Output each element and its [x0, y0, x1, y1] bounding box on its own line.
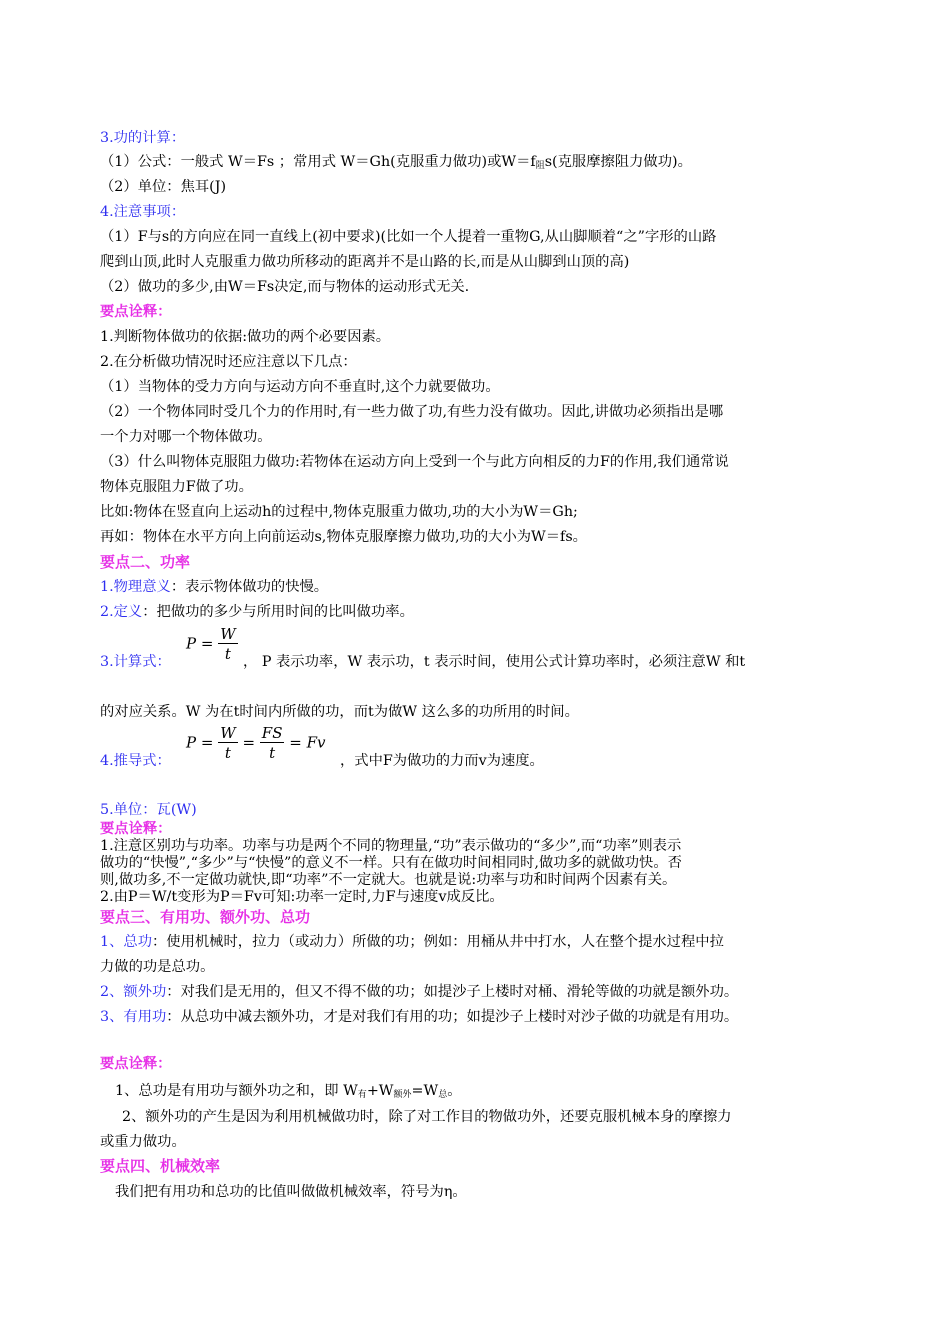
term-text: ：从总功中减去额外功，才是对我们有用的功；如提沙子上楼时对沙子做的功就是有用功。: [166, 1009, 739, 1025]
denominator: t: [224, 744, 231, 762]
denominator: t: [224, 645, 231, 663]
section-3-heading: 3.功的计算：: [100, 130, 186, 146]
paragraph-line: 做功的“快慢”,“多少”与“快慢”的意义不一样。只有在做功时间相同时,做功多的就做功快。否: [100, 855, 682, 871]
paragraph-line: [100, 1008, 738, 1026]
key-note-heading: 要点诠释：: [100, 821, 172, 837]
term-text: +W: [366, 1083, 394, 1099]
subscript: 有: [357, 1090, 367, 1100]
term-label: 3、有用功: [100, 1009, 167, 1025]
numerator: FS: [261, 724, 283, 742]
denominator: t: [269, 744, 276, 762]
paragraph-line: 一个力对哪一个物体做功。: [100, 429, 272, 445]
derived-formula: [186, 724, 326, 763]
paragraph-line: [100, 578, 328, 596]
paragraph-line: 比如:物体在竖直向上运动h的过程中,物体克服重力做功,功的大小为W＝Gh;: [100, 504, 578, 520]
section-power-heading: 要点二、功率: [100, 553, 191, 571]
paragraph-line: [100, 983, 738, 1001]
unit-line: [100, 801, 197, 819]
term-text: ：使用机械时，拉力（或动力）所做的功；例如：用桶从井中打水，人在整个提水过程中拉: [152, 934, 724, 950]
section-work-types-heading: 要点三、有用功、额外功、总功: [100, 908, 311, 926]
eq-sign: =: [289, 733, 302, 752]
eq-sign: =: [200, 733, 214, 752]
section-4-heading: 4.注意事项：: [100, 204, 186, 220]
paragraph-line: （2）做功的多少,由W＝Fs决定,而与物体的运动形式无关.: [100, 279, 470, 295]
formula-line: [100, 153, 692, 175]
paragraph-line: ， P 表示功率，W 表示功，t 表示时间，使用公式计算功率时，必须注意W 和t: [243, 654, 746, 670]
numerator: W: [220, 724, 236, 742]
power-formula: [186, 625, 238, 664]
paragraph-line: 爬到山顶,此时人克服重力做功所移动的距离并不是山路的长,而是从山脚到山顶的高): [100, 254, 630, 270]
paragraph-line: [100, 933, 724, 951]
paragraph-line: 或重力做功。: [100, 1134, 186, 1150]
paragraph-line: ，式中F为做功的力而v为速度。: [340, 753, 544, 769]
paragraph-line: 2、额外功的产生是因为利用机械做功时，除了对工作目的物做功外，还要克服机械本身的摩擦力: [122, 1109, 732, 1125]
eq-sign: =: [242, 733, 256, 752]
term-text: ：表示物体做功的快慢。: [170, 579, 329, 595]
eq-symbol: P: [186, 733, 197, 752]
paragraph-line: 物体克服阻力F做了功。: [100, 479, 253, 495]
paragraph-line: 2.由P＝W/t变形为P＝Fv可知:功率一定时,力F与速度v成反比。: [100, 889, 504, 905]
subscript: 额外: [393, 1090, 412, 1100]
term-label: 1、总功: [100, 934, 152, 950]
formula-text: （1）公式：一般式 W＝Fs ；常用式 W＝Gh(克服重力做功)或W＝f: [100, 154, 536, 170]
paragraph-line: 我们把有用功和总功的比值叫做做机械效率，符号为η。: [115, 1184, 467, 1200]
formula-text-end: s(克服摩擦阻力做功)。: [544, 154, 692, 170]
paragraph-line: 再如：物体在水平方向上向前运动s,物体克服摩擦力做功,功的大小为W＝fs。: [100, 529, 587, 545]
formula-label: 3.计算式：: [100, 654, 171, 670]
fraction: [218, 724, 237, 763]
term-label: 5.单位：瓦(W): [100, 802, 197, 818]
subscript: 阻: [535, 161, 545, 171]
paragraph-line: （2）一个物体同时受几个力的作用时,有一些力做了功,有些力没有做功。因此,讲做功必须指出是哪: [100, 404, 724, 420]
subscript: 总: [438, 1090, 448, 1100]
term-text: 1、总功是有用功与额外功之和，即 W: [115, 1083, 358, 1099]
paragraph-line: 1.注意区别功与功率。功率与功是两个不同的物理量,“功”表示做功的“多少”,而“功率”则表示: [100, 838, 682, 854]
key-note-heading: 要点诠释：: [100, 304, 172, 320]
term-label: 2.定义: [100, 604, 143, 620]
numerator: W: [220, 625, 236, 643]
paragraph-line: 2.在分析做功情况时还应注意以下几点：: [100, 354, 357, 370]
paragraph-line: （1）F与s的方向应在同一直线上(初中要求)(比如一个人提着一重物G,从山脚顺着“之”字形的山路: [100, 229, 717, 245]
unit-line: （2）单位：焦耳(J): [100, 179, 227, 195]
paragraph-line: 的对应关系。W 为在t时间内所做的功，而t为做W 这么多的功所用的时间。: [100, 704, 579, 720]
term-text: ：对我们是无用的，但又不得不做的功；如提沙子上楼时对桶、滑轮等做的功就是额外功。: [166, 984, 739, 1000]
term-label: 2、额外功: [100, 984, 167, 1000]
paragraph-line: 力做的功是总功。: [100, 959, 215, 975]
paragraph-line: [100, 603, 414, 621]
eq-sign: =: [200, 634, 214, 653]
fraction: [218, 625, 237, 664]
eq-symbol: P: [186, 634, 197, 653]
paragraph-line: [115, 1082, 462, 1104]
paragraph-line: 1.判断物体做功的依据:做功的两个必要因素。: [100, 329, 391, 345]
formula-label: 4.推导式：: [100, 753, 171, 769]
term-text: 。: [447, 1083, 462, 1099]
key-note-heading: 要点诠释：: [100, 1056, 172, 1072]
term-label: 1.物理意义: [100, 579, 171, 595]
term-text: ：把做功的多少与所用时间的比叫做功率。: [142, 604, 414, 620]
eq-symbol: Fv: [306, 733, 326, 752]
paragraph-line: 则,做功多,不一定做功就快,即“功率”不一定就大。也就是说:功率与功和时间两个因素有关。: [100, 872, 677, 888]
section-efficiency-heading: 要点四、机械效率: [100, 1157, 221, 1175]
fraction: [260, 724, 285, 763]
paragraph-line: （1）当物体的受力方向与运动方向不垂直时,这个力就要做功。: [100, 379, 500, 395]
term-text: =W: [411, 1083, 439, 1099]
paragraph-line: （3）什么叫物体克服阻力做功:若物体在运动方向上受到一个与此方向相反的力F的作用,我们通常说: [100, 454, 729, 470]
